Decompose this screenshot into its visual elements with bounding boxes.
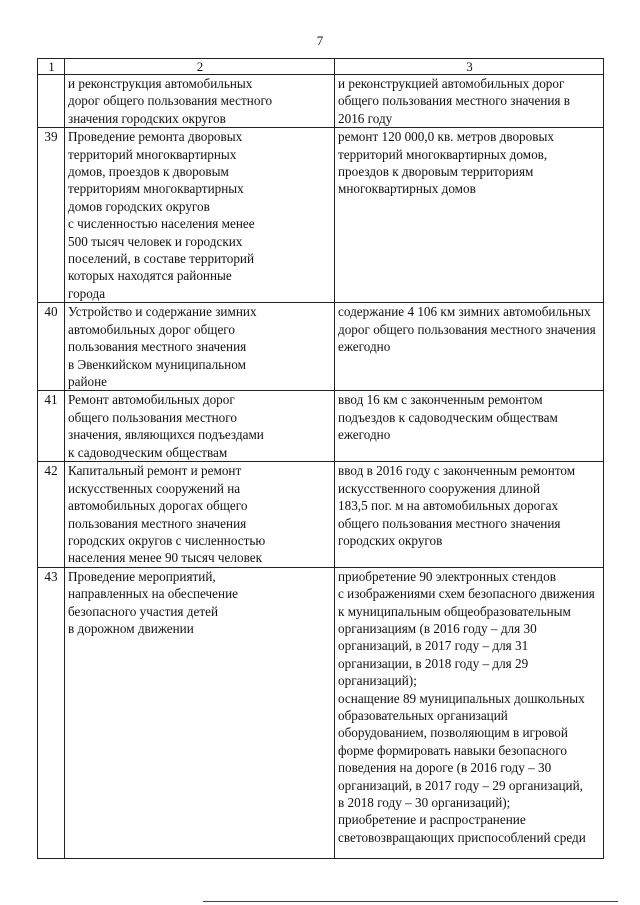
activity-cell <box>65 128 335 303</box>
table-row-42 <box>38 462 604 567</box>
text-line: домов, проездов к дворовым <box>68 164 229 180</box>
text-line: автомобильных дорогах общего <box>68 498 248 514</box>
activity-cell <box>65 462 335 567</box>
text-line: и реконструкцией автомобильных дорог <box>338 76 565 91</box>
text-line: в 2018 году – 30 организаций); <box>338 795 511 811</box>
text-line: общего пользования местного <box>68 409 237 425</box>
program-table <box>37 58 604 859</box>
result-cell <box>335 391 604 462</box>
text-line: образовательных организаций <box>338 708 508 723</box>
text-line: Ремонт автомобильных дорог <box>68 392 235 408</box>
text-line: значения городских округов <box>68 110 226 126</box>
table-row-40 <box>38 303 604 391</box>
text-line: городских округов <box>338 532 443 548</box>
text-line: подъездов к садоводческим обществам <box>338 409 558 425</box>
page-bottom-rule <box>203 901 618 902</box>
text-line: ввод в 2016 году с законченным ремонтом <box>338 463 576 479</box>
text-line: ввод 16 км с законченным ремонтом <box>338 392 543 408</box>
text-line: территорий многоквартирных <box>68 146 237 162</box>
text-line: безопасного участия детей <box>68 603 219 619</box>
text-line: проездов к дворовым территориям <box>338 164 534 180</box>
text-line: пользования местного значения <box>68 515 247 531</box>
text-line: с численностью населения менее <box>68 216 255 232</box>
text-line: территориям многоквартирных <box>68 181 244 197</box>
text-line: оборудованием, позволяющим в игровой <box>338 725 568 741</box>
table-header-row <box>38 59 604 75</box>
result-cell <box>335 75 604 128</box>
text-line: ремонт 120 000,0 кв. метров дворовых <box>338 129 554 145</box>
page-number: 7 <box>316 33 324 48</box>
activity-cell <box>65 567 335 858</box>
row-number: 39 <box>38 128 65 303</box>
text-line: Капитальный ремонт и ремонт <box>68 463 242 479</box>
activity-cell <box>65 303 335 391</box>
text-line: форме формировать навыки безопасного <box>338 742 567 758</box>
result-cell <box>335 303 604 391</box>
text-line: ежегодно <box>338 427 391 443</box>
text-line: организаций, в 2017 году – для 31 <box>338 638 529 654</box>
row-number: 40 <box>38 303 65 391</box>
text-line: Проведение мероприятий, <box>68 568 216 584</box>
text-line: приобретение и распространение <box>338 812 526 828</box>
text-line: поселений, в составе территорий <box>68 251 255 267</box>
text-line: с изображениями схем безопасного движения <box>338 586 595 602</box>
column-header-1: 1 <box>38 59 65 75</box>
result-cell <box>335 567 604 858</box>
text-line: в дорожном движении <box>68 620 194 636</box>
result-cell <box>335 128 604 303</box>
row-number: 43 <box>38 567 65 858</box>
text-line: Устройство и содержание зимних <box>68 304 257 320</box>
text-line: искусственного сооружения длиной <box>338 480 541 496</box>
text-line: автомобильных дорог общего <box>68 321 235 337</box>
row-number <box>38 75 65 128</box>
text-line: Проведение ремонта дворовых <box>68 129 243 145</box>
text-line: 2016 году <box>338 110 393 126</box>
text-line: территорий многоквартирных домов, <box>338 146 548 162</box>
text-line: города <box>68 285 106 301</box>
table-row-43 <box>38 567 604 858</box>
text-line: домов городских округов <box>68 198 210 214</box>
text-line: к муниципальным общеобразовательным <box>338 603 571 619</box>
text-line: дорог общего пользования местного <box>68 93 273 109</box>
text-line: населения менее 90 тысяч человек <box>68 550 262 566</box>
table-row-41 <box>38 391 604 462</box>
column-header-2: 2 <box>65 59 335 75</box>
text-line: поведения на дороге (в 2016 году – 30 <box>338 760 552 776</box>
text-line: направленных на обеспечение <box>68 586 239 602</box>
text-line: общего пользования местного значения в <box>338 93 571 109</box>
text-line: световозвращающих приспособлений среди <box>338 829 586 845</box>
text-line: организации, в 2018 году – для 29 <box>338 655 529 671</box>
text-line: значения, являющихся подъездами <box>68 427 264 443</box>
text-line: 500 тысяч человек и городских <box>68 233 243 249</box>
text-line: общего пользования местного значения <box>338 515 561 531</box>
text-line: организаций); <box>338 673 417 689</box>
row-number: 42 <box>38 462 65 567</box>
text-line: оснащение 89 муниципальных дошкольных <box>338 690 585 706</box>
text-line: организациям (в 2016 году – для 30 <box>338 620 537 636</box>
text-line: 183,5 пог. м на автомобильных дорогах <box>338 498 559 514</box>
table-row-continuation <box>38 75 604 128</box>
activity-cell <box>65 391 335 462</box>
text-line: которых находятся районные <box>68 268 232 284</box>
text-line: приобретение 90 электронных стендов <box>338 568 556 584</box>
text-line: и реконструкция автомобильных <box>68 76 253 91</box>
text-line: искусственных сооружений на <box>68 480 241 496</box>
column-header-3: 3 <box>335 59 604 75</box>
result-cell <box>335 462 604 567</box>
text-line: в Эвенкийском муниципальном <box>68 356 246 372</box>
text-line: организаций, в 2017 году – 29 организаций, <box>338 777 583 793</box>
text-line: городских округов с численностью <box>68 532 266 548</box>
table-row-39 <box>38 128 604 303</box>
activity-cell <box>65 75 335 128</box>
text-line: содержание 4 106 км зимних автомобильных <box>338 304 591 320</box>
text-line: многоквартирных домов <box>338 181 476 197</box>
row-number: 41 <box>38 391 65 462</box>
text-line: ежегодно <box>338 339 391 355</box>
text-line: пользования местного значения <box>68 339 247 355</box>
text-line: дорог общего пользования местного значения <box>338 321 596 337</box>
text-line: к садоводческим обществам <box>68 444 228 460</box>
text-line: районе <box>68 373 108 389</box>
